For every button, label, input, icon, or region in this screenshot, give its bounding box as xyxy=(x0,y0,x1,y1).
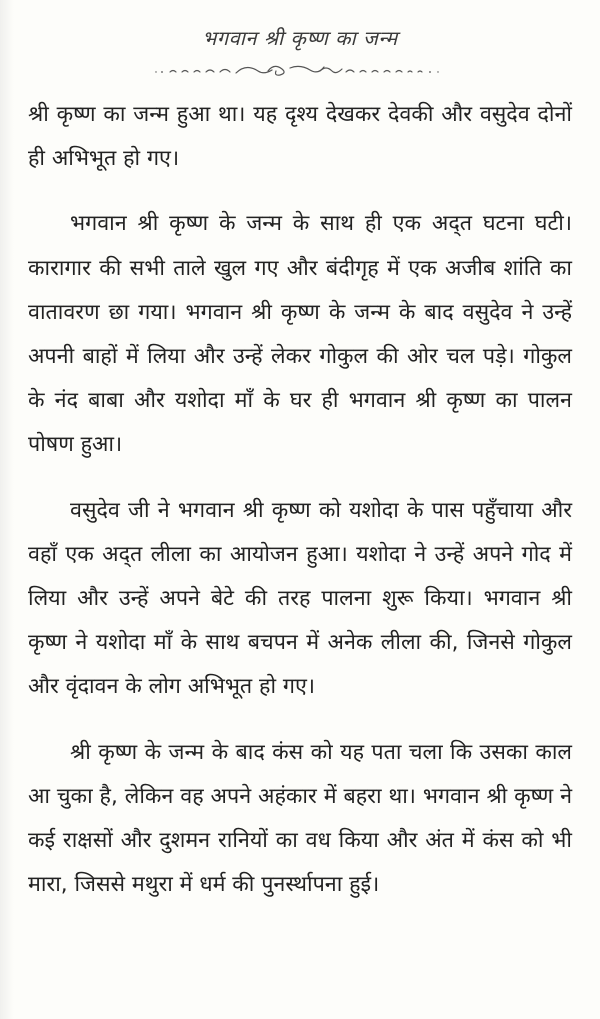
body-text xyxy=(28,93,572,928)
running-title: भगवान श्री कृष्ण का जन्म xyxy=(202,26,398,50)
paragraph-4: श्री कृष्ण के जन्म के बाद कंस को यह पता चला कि उसका काल आ चुका है, लेकिन वह अपने अहंकार में बहरा था। भगवान श्री कृष्ण ने कई राक्षसों और दुशमन रानियों का वध किया और अंत में कंस को भी मारा, जिससे मथुरा में धर्म की पुनर्स्थापना हुई। xyxy=(28,739,572,898)
paragraph-1: श्री कृष्ण का जन्म हुआ था। यह दृश्य देखकर देवकी और वसुदेव दोनों ही अभिभूत हो गए। xyxy=(28,102,572,172)
paragraph-3: वसुदेव जी ने भगवान श्री कृष्ण को यशोदा के पास पहुँचाया और वहाँ एक अद्‌त लीला का आयोजन हुआ। यशोदा ने उन्हें अपने गोद में लिया और उन्हें अपने बेटे की तरह पालना शुरू किया। भगवान श्री कृष्ण ने यशोदा माँ के साथ बचपन में अनेक लीला की, जिनसे गोकुल और वृंदावन के लोग अभिभूत हो गए। xyxy=(28,497,572,700)
paragraph-2: भगवान श्री कृष्ण के जन्म के साथ ही एक अद्‌त घटना घटी। कारागार की सभी ताले खुल गए और बंदीगृह में एक अजीब शांति का वातावरण छा गया। भगवान श्री कृष्ण के जन्म के बाद वसुदेव ने उन्हें अपनी बाहों में लिया और उन्हें लेकर गोकुल की ओर चल पड़े। गोकुल के नंद बाबा और यशोदा माँ के घर ही भगवान श्री कृष्ण का पालन पोषण हुआ। xyxy=(28,211,572,458)
decorative-flourish-icon xyxy=(150,60,450,82)
scan-shadow xyxy=(0,0,14,1019)
